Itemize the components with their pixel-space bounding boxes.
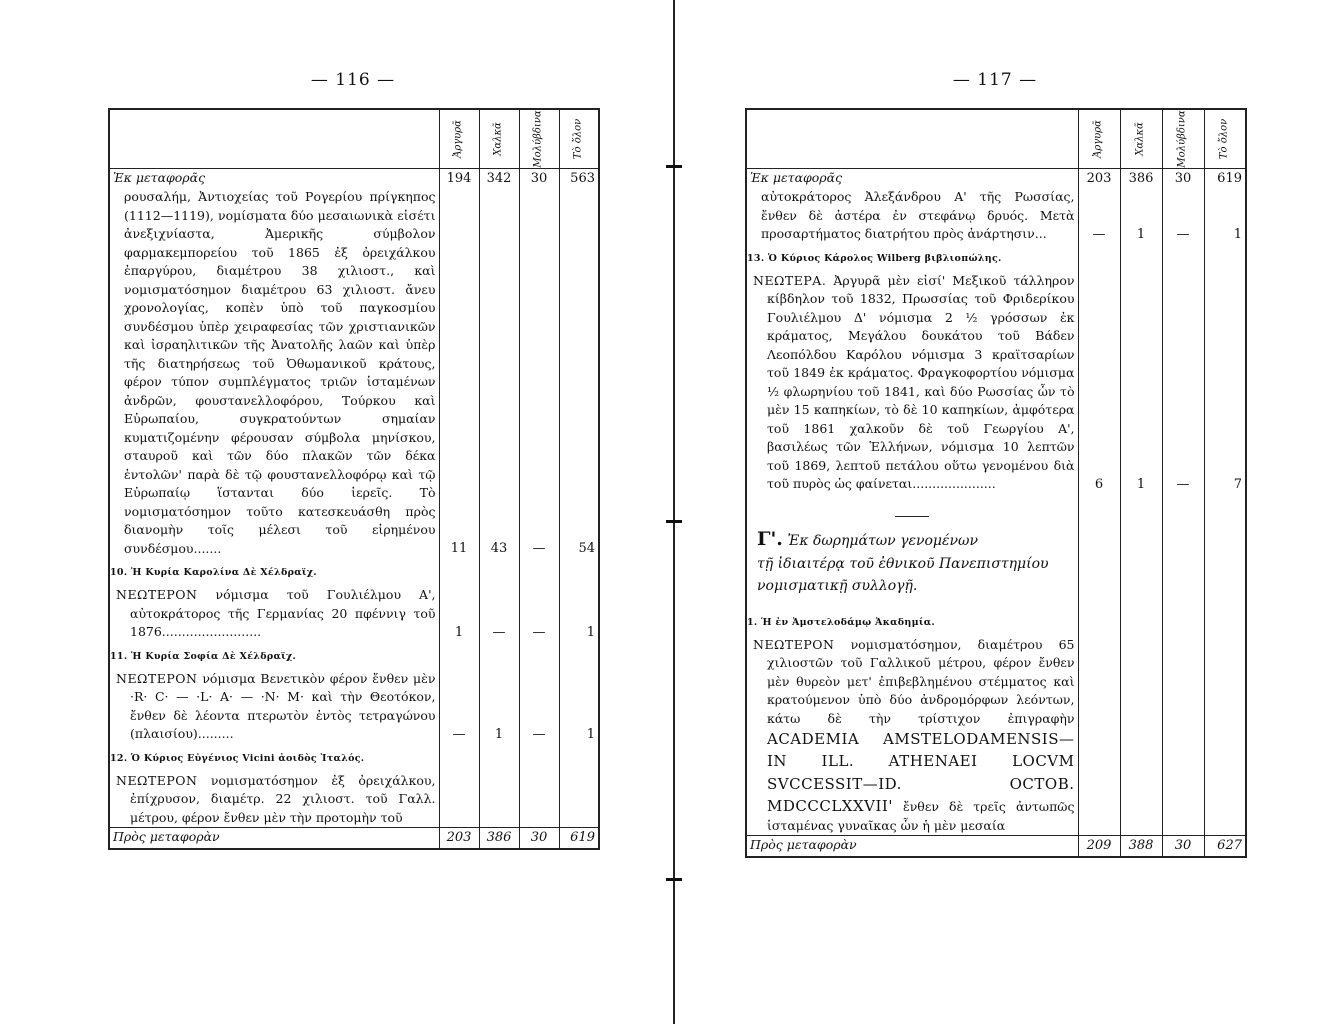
col-header-total: Τὸ ὅλον <box>1218 118 1230 160</box>
col-header-copper: Χαλκᾶ <box>492 122 504 156</box>
carry-row: Ἐκ μεταφορᾶς 194 342 30 563 <box>109 169 599 189</box>
col-header-total: Τὸ ὅλον <box>572 118 584 160</box>
entry-row: ΝΕΩΤΕΡΑ. Ἀργυρᾶ μὲν εἰσί' Μεξικοῦ τάλληρον κίβδηλον τοῦ 1832, Πρωσσίας τοῦ Φριδερίκου Γουλιέλμου Δ' νόμισμα 2 ½ γρόσσων ἐκ κράματος, Μεγάλου δουκάτου τοῦ Βάδεν Λεοπόλδου Καρόλου νόμισμα 3 κραϊτσαρίων τοῦ 1849 ἐκ κράματος. Φραγκοφορτίου νόμισμα ½ φλωρηνίου τοῦ 1841, καὶ δύο Ρωσσίας ὧν τὸ μὲν 15 καπηκίων, τὸ δὲ 10 καπηκίων, ἀμφότερα τοῦ 1861 χαλκοῦν δὲ τοῦ Γεωργίου Α', βασιλέως τῶν Ἑλλήνων, νόμισμα 10 λεπτῶν τοῦ 1869, λεπτοῦ πετάλου οὕτω γενομένου διὰ τοῦ πυρὸς ὡς φαίνεται..................... 6 1 — 7 <box>746 272 1246 494</box>
entry-row: ΝΕΩΤΕΡΟΝ νόμισμα Βενετικὸν φέρον ἔνθεν μὲν ·R· C· — ·L· A· — ·N· M· καὶ τὴν Θεοτόκον, ἔνθεν δὲ λέοντα πτερωτὸν ἐντὸς τετραγώνου (πλαισίου)......... — 1 — 1 <box>109 670 599 744</box>
donor-heading-row: 12. Ὁ Κύριος Εὐγένιος Vicini ἀοιδὸς Ἰταλός. <box>109 744 599 772</box>
col-header-copper: Χαλκᾶ <box>1134 122 1146 156</box>
entry-row: ΝΕΩΤΕΡΟΝ νομισματόσημον ἐξ ὀρειχάλκου, ἐπίχρυσον, διαμέτρ. 22 χιλιοστ. τοῦ Γαλλ. μέτρου, φέρον ἔνθεν μὲν τὴν προτομὴν τοῦ <box>109 772 599 828</box>
total-row: Πρὸς μεταφορὰν 203 386 30 619 <box>109 828 599 849</box>
gutter-mark <box>666 878 682 881</box>
col-header-lead: Μολύβδινα <box>532 110 544 168</box>
ledger-table <box>745 108 1247 858</box>
entry-row: ΝΕΩΤΕΡΟΝ νόμισμα τοῦ Γουλιέλμου Α', αὐτοκράτορος τῆς Γερμανίας 20 πφέννιγ τοῦ 1876......................... 1 — — 1 <box>109 586 599 642</box>
col-header-silver: Ἀργυρᾶ <box>452 120 464 158</box>
book-gutter <box>666 0 682 1024</box>
entry-row: ρουσαλήμ, Ἀντιοχείας τοῦ Ρογερίου πρίγκηπος (1112—1119), νομίσματα δύο μεσαιωνικὰ εἰσέτι ἀνεξιχνίαστα, Ἀμερικῆς σύμβολον φαρμακεμπορείου τοῦ 1865 ἐξ ὀρειχάλκου ἐπαργύρου, διαμέτρου 38 χιλιοστ., καὶ νομισματόσημον διαμέτρου 63 χιλιοστ. ἄνευ χρονολογίας, κοπὲν ὑπὸ τοῦ παγκοσμίου συνδέσμου ὑπὲρ χειραφεσίας τῶν χριστιανικῶν καὶ ἰσραηλιτικῶν τῆς Ἀνατολῆς λαῶν καὶ ὑπὲρ τῆς διατηρήσεως τοῦ Ὀθωμανικοῦ κράτους, φέρον τύπον συμπλέγματος τριῶν ἱσταμένων ἀνδρῶν, φουστανελλοφόρου, Τούρκου καὶ Εὐρωπαίου, συγκρατούντων σημαίαν κυματιζομένην φέρουσαν σύμβολα μηνίσκου, σταυροῦ καὶ τῶν δύο πλακῶν τῶν δέκα ἐντολῶν' παρὰ δὲ τῷ φουστανελλοφόρῳ καὶ τῷ Εὐρωπαίῳ ἵστανται δύο ἱερεῖς. Τὸ νομισματόσημον τοῦτο κατεσκευάσθη πρὸς διανομὴν τοῖς μέλεσι τοῦ εἰρημένου συνδέσμου....... 11 43 — 54 <box>109 188 599 558</box>
page-number: — 117 — <box>952 70 1038 90</box>
gutter-mark <box>666 165 682 168</box>
section-heading-row <box>746 494 1246 608</box>
col-header-silver: Ἀργυρᾶ <box>1092 120 1104 158</box>
donor-heading-row: 11. Ἡ Κυρία Σοφία Δὲ Χέλδραϊχ. <box>109 642 599 670</box>
gutter-line <box>673 0 675 1024</box>
carry-row: Ἐκ μεταφορᾶς 203 386 30 619 <box>746 169 1246 189</box>
section-heading: Γ'. Ἐκ δωρημάτων γενομένων τῇ ἰδιαιτέρᾳ τοῦ ἐθνικοῦ Πανεπιστημίου νομισματικῇ συλλογῇ. <box>746 494 1078 608</box>
ledger-table <box>108 108 600 850</box>
donor-heading-row: 13. Ὁ Κύριος Κάρολος Wilberg βιβλιοπώλης. <box>746 244 1246 272</box>
entry-row: αὐτοκράτορος Ἀλεξάνδρου Α' τῆς Ρωσσίας, ἔνθεν δὲ ἀστέρα ἐν στεφάνῳ δρυός. Μετὰ προσαρτήματος διατρήτου πρὸς ἀνάρτησιν... — 1 — 1 <box>746 188 1246 244</box>
donor-heading-row: 1. Ἡ ἐν Ἀμστελοδάμῳ Ἀκαδημία. <box>746 608 1246 636</box>
gutter-mark <box>666 520 682 523</box>
col-header-lead: Μολύβδινα <box>1176 110 1188 168</box>
entry-row: ΝΕΩΤΕΡΟΝ νομισματόσημον, διαμέτρου 65 χιλιοστῶν τοῦ Γαλλικοῦ μέτρου, φέρον ἔνθεν μὲν θυρεὸν μετ' ἐπιβεβλημένου στέμματος καὶ κρατούμενον ὑπὸ δύο ἀνδρομόρφων λεόντων, κάτω δὲ τὴν τρίστιχον ἐπιγραφὴν ACADEMIA AMSTELODAMENSIS—IN ILL. ATHENAEI LOCVM SVCCESSIT—ID. OCTOB. MDCCCLXXVII' ἔνθεν δὲ τρεῖς ἀντωπῶς ἱσταμένας γυναῖκας ὧν ἡ μὲν μεσαία <box>746 636 1246 836</box>
separator-rule <box>895 516 929 517</box>
page-number: — 116 — <box>310 70 396 90</box>
total-row: Πρὸς μεταφορὰν 209 388 30 627 <box>746 836 1246 857</box>
donor-heading-row: 10. Ἡ Κυρία Καρολίνα Δὲ Χέλδραϊχ. <box>109 558 599 586</box>
